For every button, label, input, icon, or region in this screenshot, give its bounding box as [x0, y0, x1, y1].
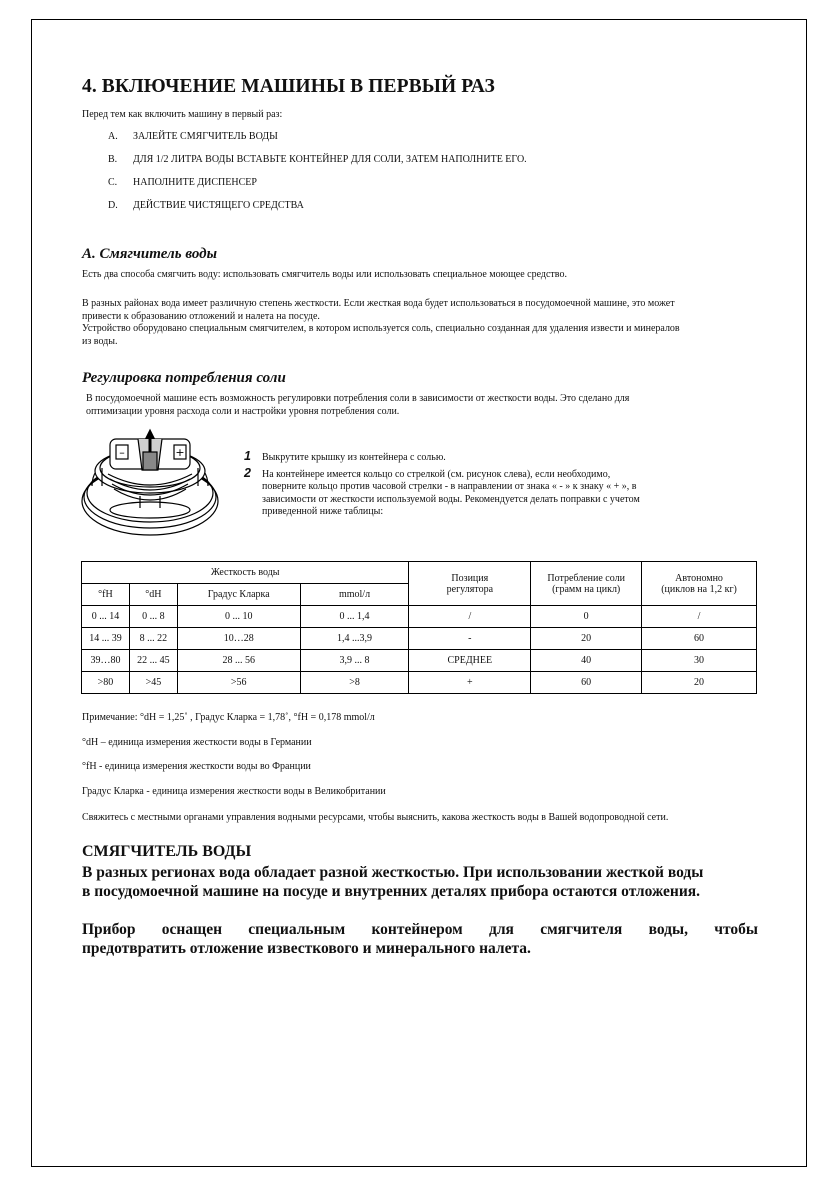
table-row: [82, 628, 757, 650]
table-cell: 0 ... 8: [129, 606, 177, 628]
table-cell: /: [409, 606, 531, 628]
table-header-consumption: [531, 562, 642, 606]
table-header-autonomy: [642, 562, 757, 606]
list-text: НАПОЛНИТЕ ДИСПЕНСЕР: [133, 177, 257, 188]
table-cell: >56: [177, 672, 300, 694]
table-subheader: Градус Кларка: [177, 584, 300, 606]
text-line: в посудомоечной машине на посуде и внутренних деталях прибора остаются отложения.: [82, 883, 701, 900]
table-cell: 22 ... 45: [129, 650, 177, 672]
table-cell: 3,9 ... 8: [300, 650, 409, 672]
softener-title: СМЯГЧИТЕЛЬ ВОДЫ: [82, 843, 252, 860]
text-line: Прибор оснащен специальным контейнером для смягчителя воды, чтобы: [82, 921, 758, 938]
table-cell: /: [642, 606, 757, 628]
header-line: регулятора: [446, 583, 494, 595]
section-a-title: A. Смягчитель воды: [82, 246, 217, 262]
note-conversion: Примечание: °dH = 1,25˚ , Градус Кларка = 1,78˚, °fH = 0,178 mmol/л: [82, 712, 375, 723]
table-cell: 0 ... 1,4: [300, 606, 409, 628]
table-cell: СРЕДНЕЕ: [409, 650, 531, 672]
text-line: оптимизации уровня расхода соли и настройки уровня потребления соли.: [86, 405, 400, 417]
step-1: [244, 449, 704, 465]
table-cell: 14 ... 39: [82, 628, 130, 650]
note-dh: °dH – единица измерения жесткости воды в Германии: [82, 737, 312, 748]
salt-container-figure: [80, 426, 220, 538]
step-number: 1: [244, 449, 251, 463]
step-line: поверните кольцо против часовой стрелки - в направлении от знака « - » к знаку « + », в: [262, 481, 637, 492]
section-heading: 4. ВКЛЮЧЕНИЕ МАШИНЫ В ПЕРВЫЙ РАЗ: [82, 76, 495, 97]
table-cell: 40: [531, 650, 642, 672]
list-text: ДЛЯ 1/2 ЛИТРА ВОДЫ ВСТАВЬТЕ КОНТЕЙНЕР ДЛЯ СОЛИ, ЗАТЕМ НАПОЛНИТЕ ЕГО.: [133, 154, 527, 165]
step-line: приведенной ниже таблицы:: [262, 506, 384, 517]
list-item-b: [108, 154, 527, 165]
instruction-steps: [244, 449, 704, 520]
softener-paragraph-1: [82, 863, 758, 901]
table-cell: 28 ... 56: [177, 650, 300, 672]
table-cell: >45: [129, 672, 177, 694]
table-header-position: [409, 562, 531, 606]
water-hardness-table: [81, 561, 757, 694]
list-letter: B.: [108, 154, 118, 165]
note-fh: °fH - единица измерения жесткости воды во Франции: [82, 761, 311, 772]
text-line: привести к образованию отложений и налета на посуде.: [82, 310, 320, 322]
salt-paragraph: [86, 393, 629, 418]
intro-text: Перед тем как включить машину в первый раз:: [82, 109, 283, 120]
list-item-d: [108, 200, 304, 211]
header-line: Потребление соли: [547, 572, 625, 584]
text-line: предотвратить отложение известкового и минерального налета.: [82, 940, 531, 957]
table-cell: 1,4 ...3,9: [300, 628, 409, 650]
list-letter: C.: [108, 177, 118, 188]
table-cell: 39…80: [82, 650, 130, 672]
salt-title: Регулировка потребления соли: [82, 370, 286, 386]
text-line: В разных регионах вода обладает разной жесткостью. При использовании жесткой воды: [82, 864, 704, 881]
table-subheader: °dH: [129, 584, 177, 606]
header-line: (циклов на 1,2 кг): [661, 583, 737, 595]
table-cell: 8 ... 22: [129, 628, 177, 650]
table-cell: 20: [531, 628, 642, 650]
table-cell: +: [409, 672, 531, 694]
list-text: ЗАЛЕЙТЕ СМЯГЧИТЕЛЬ ВОДЫ: [133, 131, 278, 142]
list-item-a: [108, 131, 278, 142]
text-line: В посудомоечной машине есть возможность регулировки потребления соли в зависимости от жесткости воды. Это сделано для: [86, 393, 630, 404]
table-subheader: mmol/л: [300, 584, 409, 606]
table-group-header: Жесткость воды: [82, 562, 409, 584]
text-line: из воды.: [82, 335, 118, 347]
minus-sign: –: [119, 446, 125, 459]
section-a-p2: [82, 298, 680, 348]
header-line: (грамм на цикл): [552, 583, 621, 595]
table-cell: 0 ... 14: [82, 606, 130, 628]
table-row: [82, 650, 757, 672]
header-line: Позиция: [451, 572, 489, 584]
header-line: Автономно: [675, 572, 723, 584]
softener-paragraph-2: [82, 920, 758, 958]
table-cell: 20: [642, 672, 757, 694]
table-cell: 60: [642, 628, 757, 650]
note-clark: Градус Кларка - единица измерения жесткости воды в Великобритании: [82, 786, 386, 797]
table-row: [82, 606, 757, 628]
step-line: зависимости от жесткости используемой воды. Рекомендуется делать поправки с учетом: [262, 493, 640, 505]
section-a-p1: Есть два способа смягчить воду: использовать смягчитель воды или использовать специальное моющее средство.: [82, 269, 567, 280]
text-line: Устройство оборудовано специальным смягчителем, в котором используется соль, специально созданная для удаления извести и минералов: [82, 323, 680, 334]
list-letter: A.: [108, 131, 118, 142]
table-cell: 0 ... 10: [177, 606, 300, 628]
table-cell: -: [409, 628, 531, 650]
table-cell: 60: [531, 672, 642, 694]
step-text: Выкрутите крышку из контейнера с солью.: [262, 452, 446, 463]
table-cell: 10…28: [177, 628, 300, 650]
table-cell: 30: [642, 650, 757, 672]
table-cell: >8: [300, 672, 409, 694]
list-item-c: [108, 177, 257, 188]
list-text: ДЕЙСТВИЕ ЧИСТЯЩЕГО СРЕДСТВА: [133, 200, 304, 211]
step-number: 2: [244, 465, 251, 480]
list-letter: D.: [108, 200, 118, 211]
step-line: На контейнере имеется кольцо со стрелкой (см. рисунок слева), если необходимо,: [262, 468, 611, 480]
text-line: В разных районах вода имеет различную степень жесткости. Если жесткая вода будет использоваться в посудомоечной машине, это может: [82, 298, 675, 309]
note-contact: Свяжитесь с местными органами управления водными ресурсами, чтобы выяснить, какова жесткость воды в Вашей водопроводной сети.: [82, 812, 669, 823]
table-row: [82, 672, 757, 694]
step-2: [244, 465, 704, 519]
plus-sign: +: [175, 446, 185, 459]
table-cell: 0: [531, 606, 642, 628]
table-cell: >80: [82, 672, 130, 694]
table-subheader: °fH: [82, 584, 130, 606]
